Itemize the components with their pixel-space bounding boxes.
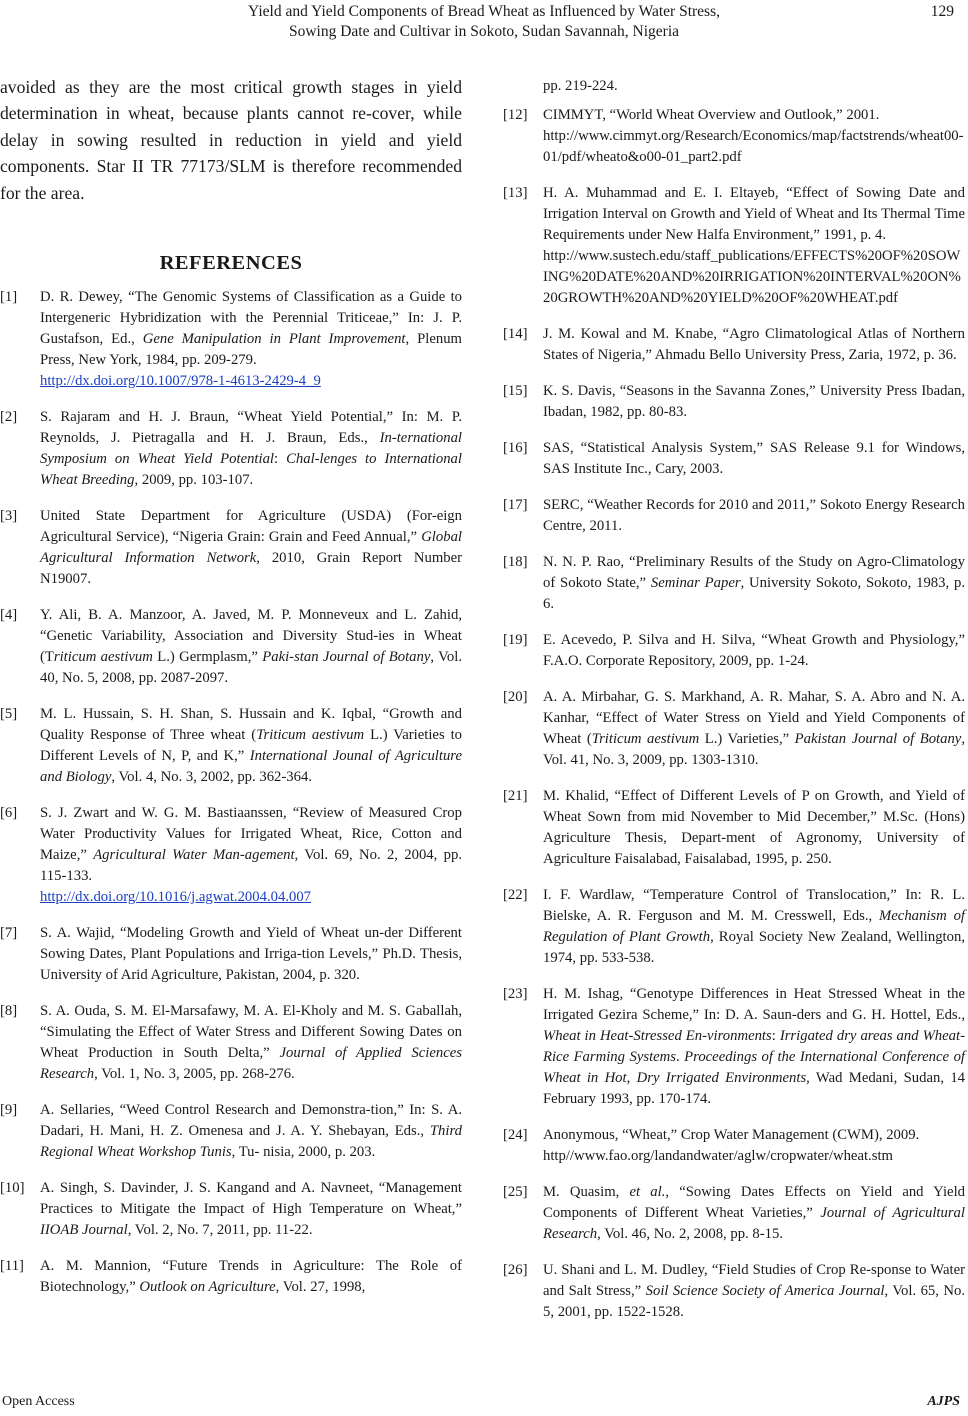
reference-number: [25]: [503, 1184, 528, 1200]
reference-number: [15]: [503, 383, 528, 399]
reference-text: K. S. Davis, “Seasons in the Savanna Zones,” University Press Ibadan, Ibadan, 1982, pp. 80-83.: [543, 383, 965, 420]
reference-11-continuation: pp. 219-224.: [543, 78, 618, 94]
journal-abbreviation: AJPS: [927, 1394, 960, 1409]
reference-text: A. Singh, S. Davinder, J. S. Kangand and A. Navneet, “Management Practices to Mitigate the Impact of High Temperature on Wheat,” IIOAB Journal, Vol. 2, No. 7, 2011, pp. 11-22.: [40, 1180, 462, 1239]
reference-number: [5]: [0, 706, 18, 723]
reference-number: [24]: [503, 1127, 528, 1143]
reference-text: M. L. Hussain, S. H. Shan, S. Hussain and K. Iqbal, “Growth and Quality Response of Three wheat (Triticum aestivum L.) Varieties to Different Levels of N, P, and K,” International Jounal of Agriculture and Biology, Vol. 4, No. 3, 2002, pp. 362-364.: [40, 706, 463, 786]
reference-24: [503, 1125, 965, 1167]
page-footer: [0, 1394, 968, 1416]
running-title-line2: Sowing Date and Cultivar in Sokoto, Sudan Savannah, Nigeria: [288, 23, 680, 40]
reference-number: [20]: [503, 689, 528, 705]
reference-number: [11]: [0, 1258, 24, 1275]
reference-text: A. M. Mannion, “Future Trends in Agriculture: The Role of Biotechnology,” Outlook on Agriculture, Vol. 27, 1998,: [40, 1258, 462, 1296]
running-title-line1: Yield and Yield Components of Bread Wheat as Influenced by Water Stress,: [248, 3, 720, 20]
reference-25: [503, 1182, 965, 1245]
reference-number: [4]: [0, 607, 18, 624]
body-paragraph: avoided as they are the most critical growth stages in yield determination in wheat, because plants cannot re-cover, while delay in sowing resulted in reduction in yield and yield components. Star II TR 77173/SLM is therefore recommended for the area.: [0, 77, 462, 203]
reference-text: S. J. Zwart and W. G. M. Bastiaanssen, “Review of Measured Crop Water Productivity Values for Irrigated Wheat, Rice, Cotton and Maize,” Agricultural Water Man-agement, Vol. 69, No. 2, 2004, pp. 115-133. http://dx.doi.org/10.1016/j.agwat.2004.04.007: [40, 803, 462, 908]
reference-number: [18]: [503, 554, 528, 570]
reference-url: http://www.cimmyt.org/Research/Economics/map/factstrends/wheat00-01/pdf/wheato&o00-01_part2.pdf: [543, 128, 964, 165]
reference-text: SAS, “Statistical Analysis System,” SAS Release 9.1 for Windows, SAS Institute Inc., Cary, 2003.: [543, 440, 965, 477]
reference-text: M. Quasim, et al., “Sowing Dates Effects on Yield and Yield Components of Different Wheat Varieties,” Journal of Agricultural Research, Vol. 46, No. 2, 2008, pp. 8-15.: [543, 1184, 965, 1242]
reference-4: [0, 605, 462, 689]
reference-2: [0, 407, 462, 491]
reference-text: U. Shani and L. M. Dudley, “Field Studies of Crop Re-sponse to Water and Salt Stress,” Soil Science Society of America Journal, Vol. 65, No. 5, 2001, pp. 1522-1528.: [543, 1262, 965, 1320]
reference-17: [503, 495, 965, 537]
reference-text: S. A. Wajid, “Modeling Growth and Yield of Wheat un-der Different Sowing Dates, Plant Populations and Irriga-tion Levels,” Ph.D. Thesis, University of Arid Agriculture, Pakistan, 2004, p. 320.: [40, 925, 462, 984]
reference-10: [0, 1178, 462, 1241]
references-heading: REFERENCES: [159, 252, 303, 275]
reference-3: [0, 506, 462, 590]
reference-number: [17]: [503, 497, 528, 513]
reference-18: [503, 552, 965, 615]
page-number: 129: [930, 3, 954, 20]
reference-16: [503, 438, 965, 480]
reference-number: [6]: [0, 805, 18, 822]
reference-number: [10]: [0, 1180, 25, 1197]
reference-url: http//www.fao.org/landandwater/aglw/cropwater/wheat.stm: [543, 1148, 893, 1164]
reference-26: [503, 1260, 965, 1323]
reference-number: [19]: [503, 632, 528, 648]
open-access-label: Open Access: [2, 1394, 75, 1409]
reference-number: [23]: [503, 986, 528, 1002]
reference-text: United State Department for Agriculture (USDA) (For-eign Agricultural Service), “Nigeria Grain: Grain and Feed Annual,” Global Agricultural Information Network, 2010, Grain Report Number N19007.: [40, 508, 462, 588]
reference-text: H. M. Ishag, “Genotype Differences in Heat Stressed Wheat in the Irrigated Gezira Scheme,” In: D. A. Saun-ders and G. H. Hottel, Eds., Wheat in Heat-Stressed En-vironments: Irrigated dry areas and Wheat-Rice Farming Systems. Proceedings of the International Conference of Wheat in Hot, Dry Irrigated Environments, Wad Medani, Sudan, 14 February 1993, pp. 170-174.: [543, 986, 966, 1107]
reference-number: [7]: [0, 925, 18, 942]
reference-number: [8]: [0, 1003, 18, 1020]
reference-text: A. Sellaries, “Weed Control Research and Demonstra-tion,” In: S. A. Dadari, H. Mani, H. Z. Omenesa and J. A. Y. Shebayan, Eds., Third Regional Wheat Workshop Tunis, Tu- nisia, 2000, p. 203.: [40, 1102, 462, 1161]
reference-number: [13]: [503, 185, 528, 201]
reference-text: D. R. Dewey, “The Genomic Systems of Classification as a Guide to Intergeneric Hybridization with the Perennial Triticeae,” In: J. P. Gustafson, Ed., Gene Manipulation in Plant Improvement, Plenum Press, New York, 1984, pp. 209-279. http://dx.doi.org/10.1007/978-1-4613-2429-4_9: [40, 287, 462, 392]
reference-text: Y. Ali, B. A. Manzoor, A. Javed, M. P. Monneveux and L. Zahid, “Genetic Variability, Association and Diversity Stud-ies in Wheat (Triticum aestivum L.) Germplasm,” Paki-stan Journal of Botany, Vol. 40, No. 5, 2008, pp. 2087-2097.: [40, 607, 462, 687]
reference-text: A. A. Mirbahar, G. S. Markhand, A. R. Mahar, S. A. Abro and N. A. Kanhar, “Effect of Water Stress on Yield and Yield Components of Wheat (Triticum aestivum L.) Varieties,” Pakistan Journal of Botany, Vol. 41, No. 3, 2009, pp. 1303-1310.: [543, 689, 965, 768]
reference-number: [26]: [503, 1262, 528, 1278]
reference-20: [503, 687, 965, 771]
doi-link[interactable]: http://dx.doi.org/10.1016/j.agwat.2004.04.007: [40, 889, 312, 906]
reference-number: [21]: [503, 788, 528, 804]
reference-12: [503, 105, 965, 168]
reference-5: [0, 704, 462, 788]
reference-7: [0, 923, 462, 986]
reference-13: [503, 183, 965, 309]
reference-number: [1]: [0, 289, 18, 306]
reference-19: [503, 630, 965, 672]
reference-9: [0, 1100, 462, 1163]
reference-text: I. F. Wardlaw, “Temperature Control of Translocation,” In: R. L. Bielske, A. R. Ferguson and M. M. Cresswell, Eds., Mechanism of Regulation of Plant Growth, Royal Society New Zealand, Wellington, 1974, pp. 533-538.: [543, 887, 965, 966]
reference-11: [0, 1256, 462, 1298]
reference-text: SERC, “Weather Records for 2010 and 2011,” Sokoto Energy Research Centre, 2011.: [543, 497, 965, 534]
doi-link[interactable]: http://dx.doi.org/10.1007/978-1-4613-2429-4_9: [40, 373, 321, 390]
reference-number: [2]: [0, 409, 18, 426]
reference-8: [0, 1001, 462, 1085]
reference-6: [0, 803, 462, 908]
reference-url: http://www.sustech.edu/staff_publications/EFFECTS%20OF%20SOWING%20DATE%20AND%20IRRIGATION%20INTERVAL%20ON%20GROWTH%20AND%20YIELD%20OF%20WHEAT.pdf: [543, 248, 961, 306]
right-column: [503, 76, 965, 1338]
reference-text: S. A. Ouda, S. M. El-Marsafawy, M. A. El-Kholy and M. S. Gaballah, “Simulating the Effect of Water Stress and Different Sowing Dates on Wheat Production in South Delta,” Journal of Applied Sciences Research, Vol. 1, No. 3, 2005, pp. 268-276.: [40, 1003, 462, 1083]
reference-number: [14]: [503, 326, 528, 342]
reference-23: [503, 984, 965, 1110]
reference-22: [503, 885, 965, 969]
reference-number: [9]: [0, 1102, 18, 1119]
reference-number: [12]: [503, 107, 528, 123]
reference-text: J. M. Kowal and M. Knabe, “Agro Climatological Atlas of Northern States of Nigeria,” Ahmadu Bello University Press, Zaria, 1972, p. 36.: [543, 326, 965, 363]
reference-text: M. Khalid, “Effect of Different Levels of P on Growth, and Yield of Wheat Sown from mid November to Mid December,” M.Sc. (Hons) Agriculture Thesis, Depart-ment of Agronomy, University of Agriculture Faisalabad, Faisalabad, 1995, p. 250.: [543, 788, 965, 867]
reference-text: S. Rajaram and H. J. Braun, “Wheat Yield Potential,” In: M. P. Reynolds, J. Pietragalla and H. J. Braun, Eds., In-ternational Symposium on Wheat Yield Potential: Chal-lenges to International Wheat Breeding, 2009, pp. 103-107.: [40, 409, 462, 489]
reference-text: N. N. P. Rao, “Preliminary Results of the Study on Agro-Climatology of Sokoto State,” Seminar Paper, University Sokoto, Sokoto, 1983, p. 6.: [543, 554, 965, 612]
reference-number: [3]: [0, 508, 18, 525]
reference-text: Anonymous, “Wheat,” Crop Water Management (CWM), 2009. http//www.fao.org/landandwater/aglw/cropwater/wheat.stm: [543, 1127, 920, 1164]
reference-text: E. Acevedo, P. Silva and H. Silva, “Wheat Growth and Physiology,” F.A.O. Corporate Repository, 2009, pp. 1-24.: [543, 632, 965, 669]
reference-21: [503, 786, 965, 870]
reference-text: H. A. Muhammad and E. I. Eltayeb, “Effect of Sowing Date and Irrigation Interval on Growth and Yield of Wheat and Its Thermal Time Requirements under New Halfa Environment,” 1991, p. 4. http://www.sustech.edu/staff_publications/EFFECTS%20OF%20SOWING%20DATE%20AND%20IRRIGATION%20INTERVAL%20ON%20GROWTH%20AND%20YIELD%20OF%20WHEAT.pdf: [543, 185, 965, 306]
reference-1: [0, 287, 462, 392]
page-header: [0, 2, 968, 46]
reference-number: [16]: [503, 440, 528, 456]
reference-text: CIMMYT, “World Wheat Overview and Outlook,” 2001. http://www.cimmyt.org/Research/Economics/map/factstrends/wheat00-01/pdf/wheato&o00-01_part2.pdf: [543, 107, 964, 165]
reference-15: [503, 381, 965, 423]
left-column: [0, 74, 462, 1313]
reference-number: [22]: [503, 887, 528, 903]
reference-14: [503, 324, 965, 366]
